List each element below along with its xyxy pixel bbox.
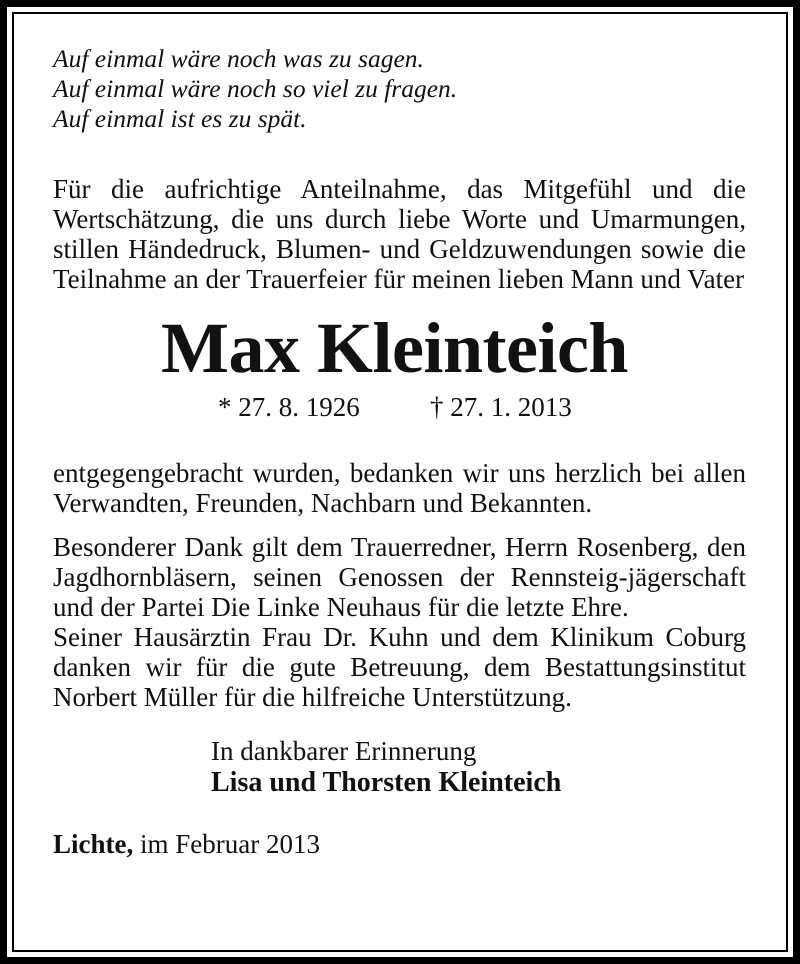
- thanks-intro-paragraph: Für die aufrichtige Anteilnahme, das Mitgefühl und die Wertschätzung, die uns durch liebe Worte und Umarmungen, stillen Händedruck, Blumen- und Geldzuwendungen sowie die Teilnahme an der Trauerfeier für meinen lieben Mann und Vater: [53, 174, 746, 294]
- signoff-names: Lisa und Thorsten Kleinteich: [211, 767, 562, 798]
- poem-line: Auf einmal wäre noch was zu sagen.: [53, 44, 424, 73]
- poem-line: Auf einmal wäre noch so viel zu fragen.: [53, 74, 458, 103]
- place-date-line: [53, 829, 746, 859]
- poem: [53, 44, 746, 134]
- signoff-line: In dankbarer Erinnerung: [211, 736, 477, 766]
- death-date: † 27. 1. 2013: [430, 392, 572, 422]
- special-thanks-paragraph: Besonderer Dank gilt dem Trauerredner, Herrn Rosenberg, den Jagdhornbläsern, seinen Genossen der Rennsteig-jägerschaft und der Partei Die Linke Neuhaus für die letzte Ehre.: [53, 532, 746, 622]
- medical-thanks-paragraph: Seiner Hausärztin Frau Dr. Kuhn und dem Klinikum Coburg danken wir für die gute Betreuung, dem Bestattungsinstitut Norbert Müller für die hilfreiche Unterstützung.: [53, 622, 746, 712]
- thanks-continuation-paragraph: entgegengebracht wurden, bedanken wir uns herzlich bei allen Verwandten, Freunden, Nachbarn und Bekannten.: [53, 458, 746, 518]
- place-name: Lichte,: [53, 829, 134, 859]
- birth-date: * 27. 8. 1926: [218, 392, 360, 422]
- life-dates: [53, 392, 746, 422]
- date-text: im Februar 2013: [140, 829, 320, 859]
- obituary-notice: [53, 44, 746, 859]
- deceased-name: Max Kleinteich: [161, 308, 628, 388]
- signoff: [211, 736, 746, 798]
- poem-line: Auf einmal ist es zu spät.: [53, 104, 307, 133]
